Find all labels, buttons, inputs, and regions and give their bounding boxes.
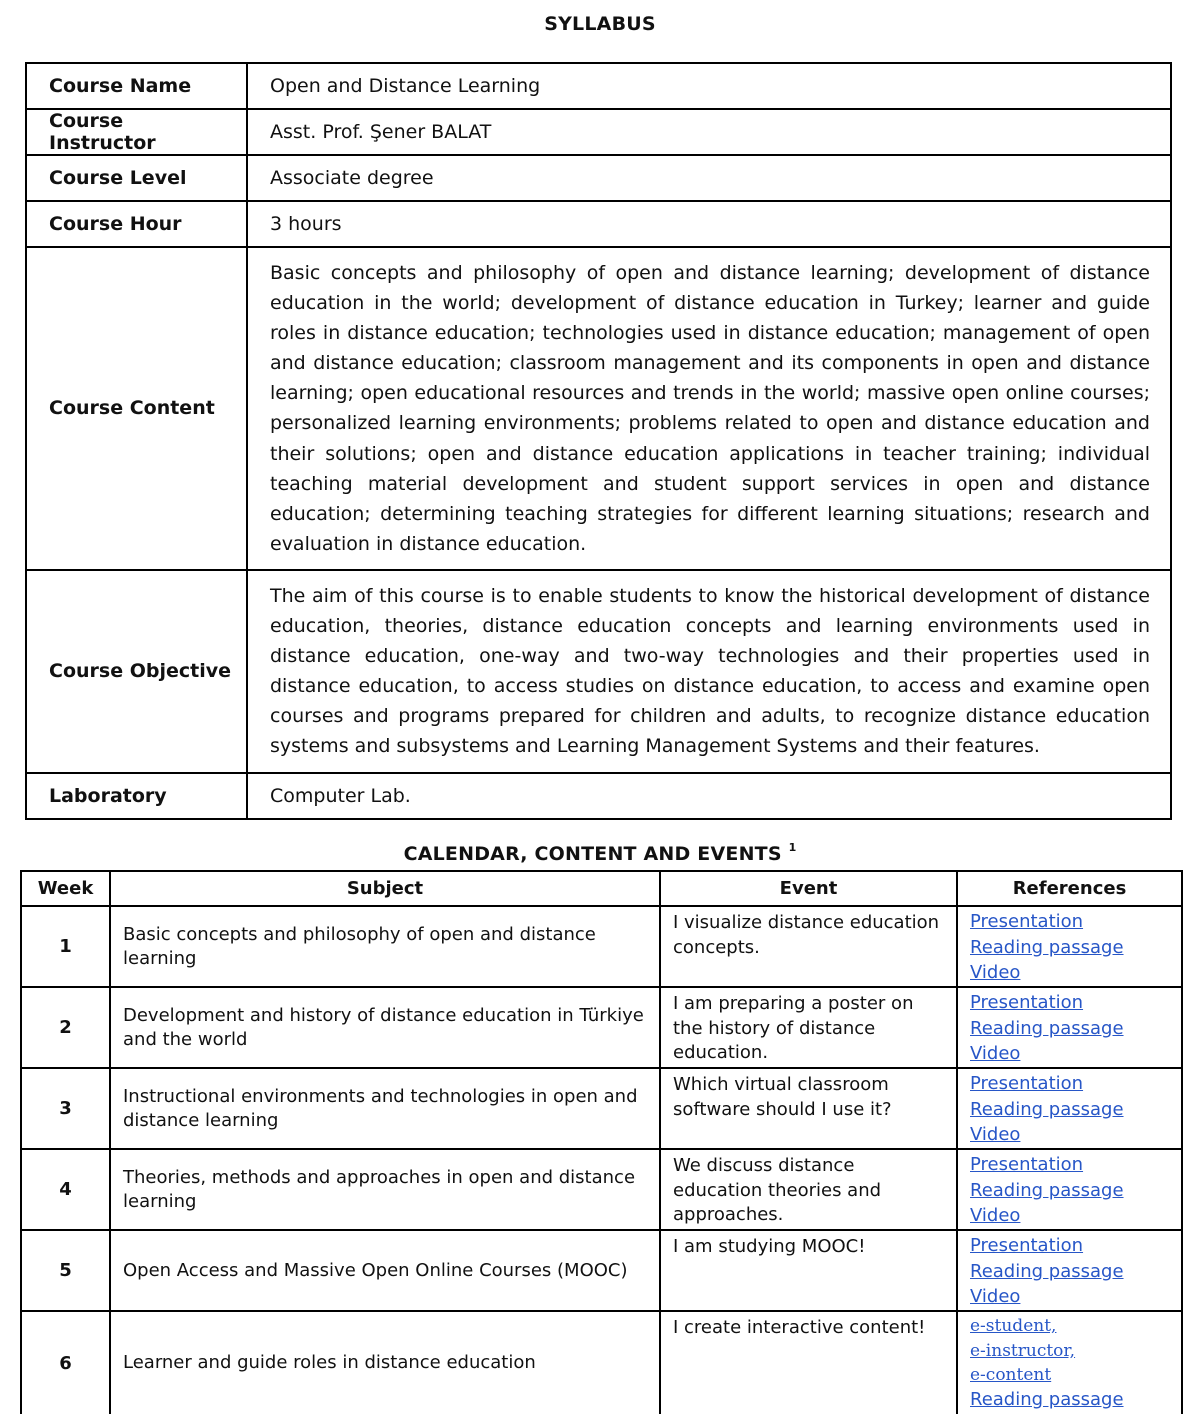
- info-value: Asst. Prof. Şener BALAT: [247, 109, 1171, 155]
- header-event: Event: [660, 871, 957, 906]
- info-row-course-instructor: [26, 109, 1171, 155]
- info-label: Course Objective: [26, 570, 247, 773]
- calendar-row: [21, 906, 1182, 987]
- event-cell: I visualize distance education concepts.: [660, 906, 957, 987]
- calendar-row: [21, 987, 1182, 1068]
- info-label: Course Instructor: [26, 109, 247, 155]
- info-row-course-level: [26, 155, 1171, 201]
- info-row-course-content: [26, 247, 1171, 570]
- reading-passage-link[interactable]: Reading passage: [970, 1388, 1124, 1410]
- references-cell: [957, 906, 1182, 987]
- subject-cell: Open Access and Massive Open Online Courses (MOOC): [110, 1230, 660, 1311]
- presentation-link[interactable]: Presentation: [970, 1073, 1084, 1094]
- e-student-link[interactable]: e-student,: [970, 1316, 1057, 1336]
- syllabus-title: SYLLABUS: [544, 13, 656, 35]
- syllabus-info-table: [25, 62, 1172, 820]
- e-content-link[interactable]: e-content: [970, 1365, 1052, 1385]
- video-link[interactable]: Video: [970, 1124, 1021, 1145]
- info-label: Course Hour: [26, 201, 247, 247]
- reading-passage-link[interactable]: Reading passage: [970, 936, 1124, 958]
- calendar-title: [0, 843, 1200, 865]
- footnote-marker: 1: [788, 841, 797, 854]
- video-link[interactable]: Video: [970, 962, 1021, 983]
- subject-cell: Basic concepts and philosophy of open and distance learning: [110, 906, 660, 987]
- video-link[interactable]: Video: [970, 1043, 1021, 1064]
- week-number: 5: [21, 1230, 110, 1311]
- presentation-link[interactable]: Presentation: [970, 1154, 1084, 1175]
- subject-cell: Instructional environments and technologies in open and distance learning: [110, 1068, 660, 1149]
- info-label: Course Content: [26, 247, 247, 570]
- week-number: 1: [21, 906, 110, 987]
- presentation-link[interactable]: Presentation: [970, 911, 1084, 932]
- calendar-row: [21, 1149, 1182, 1230]
- week-number: 3: [21, 1068, 110, 1149]
- reading-passage-link[interactable]: Reading passage: [970, 1017, 1124, 1039]
- reading-passage-link[interactable]: Reading passage: [970, 1098, 1124, 1120]
- header-references: References: [957, 871, 1182, 906]
- e-instructor-link[interactable]: e-instructor,: [970, 1340, 1076, 1361]
- subject-cell: Development and history of distance education in Türkiye and the world: [110, 987, 660, 1068]
- references-cell: [957, 987, 1182, 1068]
- event-cell: I am preparing a poster on the history of distance education.: [660, 987, 957, 1068]
- info-value: 3 hours: [247, 201, 1171, 247]
- subject-cell: Theories, methods and approaches in open and distance learning: [110, 1149, 660, 1230]
- info-row-laboratory: [26, 773, 1171, 819]
- references-cell: [957, 1311, 1182, 1414]
- video-link[interactable]: Video: [970, 1286, 1021, 1307]
- header-week: Week: [21, 871, 110, 906]
- references-cell: [957, 1149, 1182, 1230]
- calendar-header-row: [21, 871, 1182, 906]
- references-cell: [957, 1230, 1182, 1311]
- event-cell: I am studying MOOC!: [660, 1230, 957, 1311]
- references-cell: [957, 1068, 1182, 1149]
- reading-passage-link[interactable]: Reading passage: [970, 1260, 1124, 1282]
- calendar-row: [21, 1311, 1182, 1414]
- calendar-table: [20, 870, 1183, 1414]
- event-cell: Which virtual classroom software should I use it?: [660, 1068, 957, 1149]
- info-row-course-hour: [26, 201, 1171, 247]
- calendar-title-text: CALENDAR, CONTENT AND EVENTS: [403, 843, 782, 865]
- info-label: Course Name: [26, 63, 247, 109]
- presentation-link[interactable]: Presentation: [970, 992, 1084, 1013]
- info-value: Open and Distance Learning: [247, 63, 1171, 109]
- info-value: Associate degree: [247, 155, 1171, 201]
- event-cell: We discuss distance education theories and approaches.: [660, 1149, 957, 1230]
- reading-passage-link[interactable]: Reading passage: [970, 1179, 1124, 1201]
- info-row-course-objective: [26, 570, 1171, 773]
- info-row-course-name: [26, 63, 1171, 109]
- video-link[interactable]: Video: [970, 1205, 1021, 1226]
- week-number: 2: [21, 987, 110, 1068]
- presentation-link[interactable]: Presentation: [970, 1235, 1084, 1256]
- subject-cell: Learner and guide roles in distance education: [110, 1311, 660, 1414]
- info-value: Computer Lab.: [247, 773, 1171, 819]
- calendar-row: [21, 1068, 1182, 1149]
- header-subject: Subject: [110, 871, 660, 906]
- event-cell: I create interactive content!: [660, 1311, 957, 1414]
- info-label: Course Level: [26, 155, 247, 201]
- week-number: 4: [21, 1149, 110, 1230]
- info-value: Basic concepts and philosophy of open and distance learning; development of distance education in the world; development of distance education in Turkey; learner and guide roles in distance education; technologies used in distance education; management of open and distance education; classroom management and its components in open and distance learning; open educational resources and trends in the world; massive open online courses; personalized learning environments; problems related to open and distance education and their solutions; open and distance education applications in teacher training; individual teaching material development and student support services in open and distance education; determining teaching strategies for different learning situations; research and evaluation in distance education.: [247, 247, 1171, 570]
- info-label: Laboratory: [26, 773, 247, 819]
- week-number: 6: [21, 1311, 110, 1414]
- info-value: The aim of this course is to enable students to know the historical development of distance education, theories, distance education concepts and learning environments used in distance education, one-way and two-way technologies and their properties used in distance education, to access studies on distance education, to access and examine open courses and programs prepared for children and adults, to recognize distance education systems and subsystems and Learning Management Systems and their features.: [247, 570, 1171, 773]
- calendar-row: [21, 1230, 1182, 1311]
